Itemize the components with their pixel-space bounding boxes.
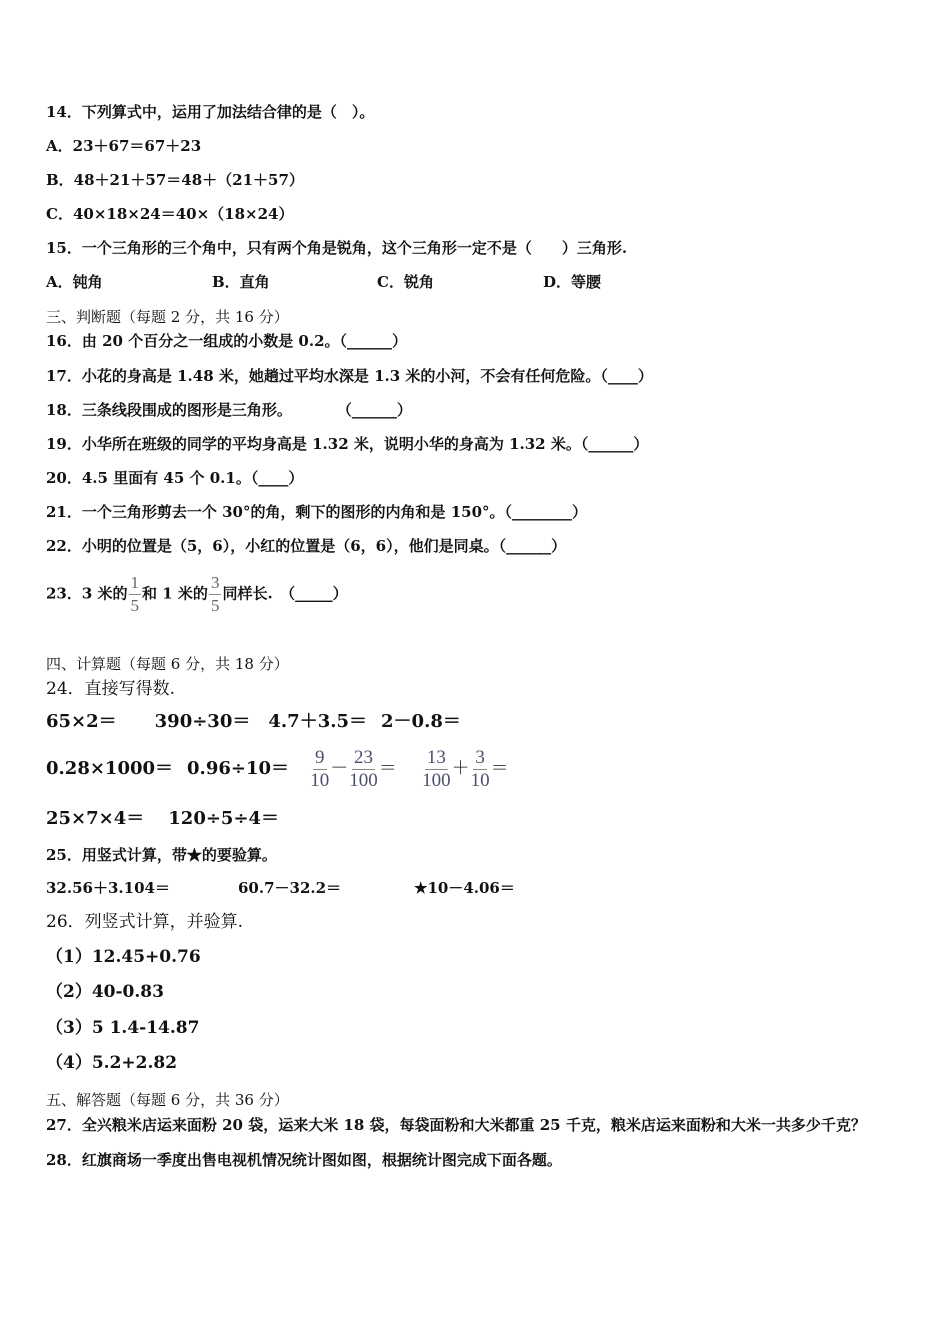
- numerator: 23: [354, 746, 374, 768]
- operator: ＝: [378, 758, 397, 779]
- calc-item: 65×2＝: [46, 711, 117, 732]
- q28: 28．红旗商场一季度出售电视机情况统计图如图，根据统计图完成下面各题。: [46, 1151, 562, 1169]
- q23-part3: 同样长. （_____）: [222, 584, 348, 603]
- q15-option-b: B．直角: [212, 273, 270, 291]
- q24-row2: [46, 744, 509, 794]
- q25-item-2: 60.7－32.2＝: [238, 879, 342, 897]
- q17: 17．小花的身高是 1.48 米，她趟过平均水深是 1.3 米的小河，不会有任何危险。（____）: [46, 367, 653, 385]
- q15-option-a: A．钝角: [46, 273, 103, 291]
- q27: 27．全兴粮米店运来面粉 20 袋，运来大米 18 袋，每袋面粉和大米都重 25 千克，粮米店运来面粉和大米一共多少千克？: [46, 1116, 866, 1134]
- numerator: 9: [315, 746, 325, 768]
- q21: 21．一个三角形剪去一个 30°的角，剩下的图形的内角和是 150°。（________）: [46, 503, 588, 521]
- q23: [46, 572, 348, 617]
- numerator: 1: [129, 572, 142, 595]
- q14-option-a: A．23＋67＝67＋23: [46, 137, 202, 155]
- q22: 22．小明的位置是（5，6），小红的位置是（6，6），他们是同桌。（______）: [46, 537, 567, 555]
- q20: 20．4.5 里面有 45 个 0.1。（____）: [46, 469, 304, 487]
- numerator: 3: [475, 746, 485, 768]
- fraction: [349, 747, 378, 792]
- q14-stem: 14．下列算式中，运用了加法结合律的是（ ）。: [46, 103, 375, 121]
- q15-option-c: C．锐角: [377, 273, 434, 291]
- denominator: 10: [470, 769, 490, 791]
- q25-item-1: 32.56＋3.104＝: [46, 879, 170, 897]
- fraction: [422, 747, 451, 792]
- calc-item: 0.28×1000＝: [46, 758, 174, 779]
- q26-item-3: （3）5 1.4-14.87: [46, 1018, 200, 1038]
- calc-item: 0.96÷10＝: [187, 758, 290, 779]
- numerator: 13: [426, 746, 446, 768]
- q26-item-1: （1）12.45+0.76: [46, 947, 201, 967]
- calc-item: 4.7＋3.5＝: [268, 711, 368, 732]
- calc-item: 120÷5÷4＝: [168, 808, 280, 829]
- q23-part1: 23．3 米的: [46, 584, 128, 603]
- fraction: [129, 572, 142, 617]
- q26-stem: 26．列竖式计算，并验算.: [46, 912, 244, 932]
- denominator: 100: [349, 769, 378, 791]
- calc-item: 2－0.8＝: [381, 711, 461, 732]
- q15-option-d: D．等腰: [543, 273, 602, 291]
- q24-row3: [46, 809, 279, 829]
- operator: ＝: [490, 758, 509, 779]
- denominator: 5: [130, 596, 140, 615]
- operator: ＋: [451, 758, 470, 779]
- q24-row1: [46, 712, 461, 732]
- q15-stem: 15．一个三角形的三个角中，只有两个角是锐角，这个三角形一定不是（ ）三角形.: [46, 239, 628, 257]
- section-3-heading: 三、判断题（每题 2 分，共 16 分）: [46, 308, 289, 326]
- section-5-heading: 五、解答题（每题 6 分，共 36 分）: [46, 1091, 289, 1109]
- q26-item-4: （4）5.2+2.82: [46, 1053, 178, 1073]
- q24-stem: 24．直接写得数.: [46, 679, 176, 699]
- q26-item-2: （2）40-0.83: [46, 982, 164, 1002]
- operator: －: [330, 758, 349, 779]
- calc-item: 390÷30＝: [154, 711, 251, 732]
- q14-option-c: C．40×18×24＝40×（18×24）: [46, 205, 294, 223]
- q19: 19．小华所在班级的同学的平均身高是 1.32 米，说明小华的身高为 1.32 米。（______）: [46, 435, 649, 453]
- fraction: [310, 747, 329, 792]
- fraction: [209, 572, 222, 617]
- denominator: 5: [210, 596, 220, 615]
- calc-item: 25×7×4＝: [46, 808, 145, 829]
- q18: 18．三条线段围成的图形是三角形。 （______）: [46, 401, 412, 419]
- denominator: 100: [422, 769, 451, 791]
- q25-stem: 25．用竖式计算，带★的要验算。: [46, 846, 277, 864]
- q14-option-b: B．48＋21＋57＝48＋（21＋57）: [46, 171, 304, 189]
- q23-part2: 和 1 米的: [142, 584, 208, 603]
- numerator: 3: [209, 572, 222, 595]
- q16: 16．由 20 个百分之一组成的小数是 0.2。（______）: [46, 332, 408, 350]
- fraction: [471, 747, 490, 792]
- denominator: 10: [310, 769, 330, 791]
- q25-item-3: ★10－4.06＝: [414, 879, 515, 897]
- section-4-heading: 四、计算题（每题 6 分，共 18 分）: [46, 655, 289, 673]
